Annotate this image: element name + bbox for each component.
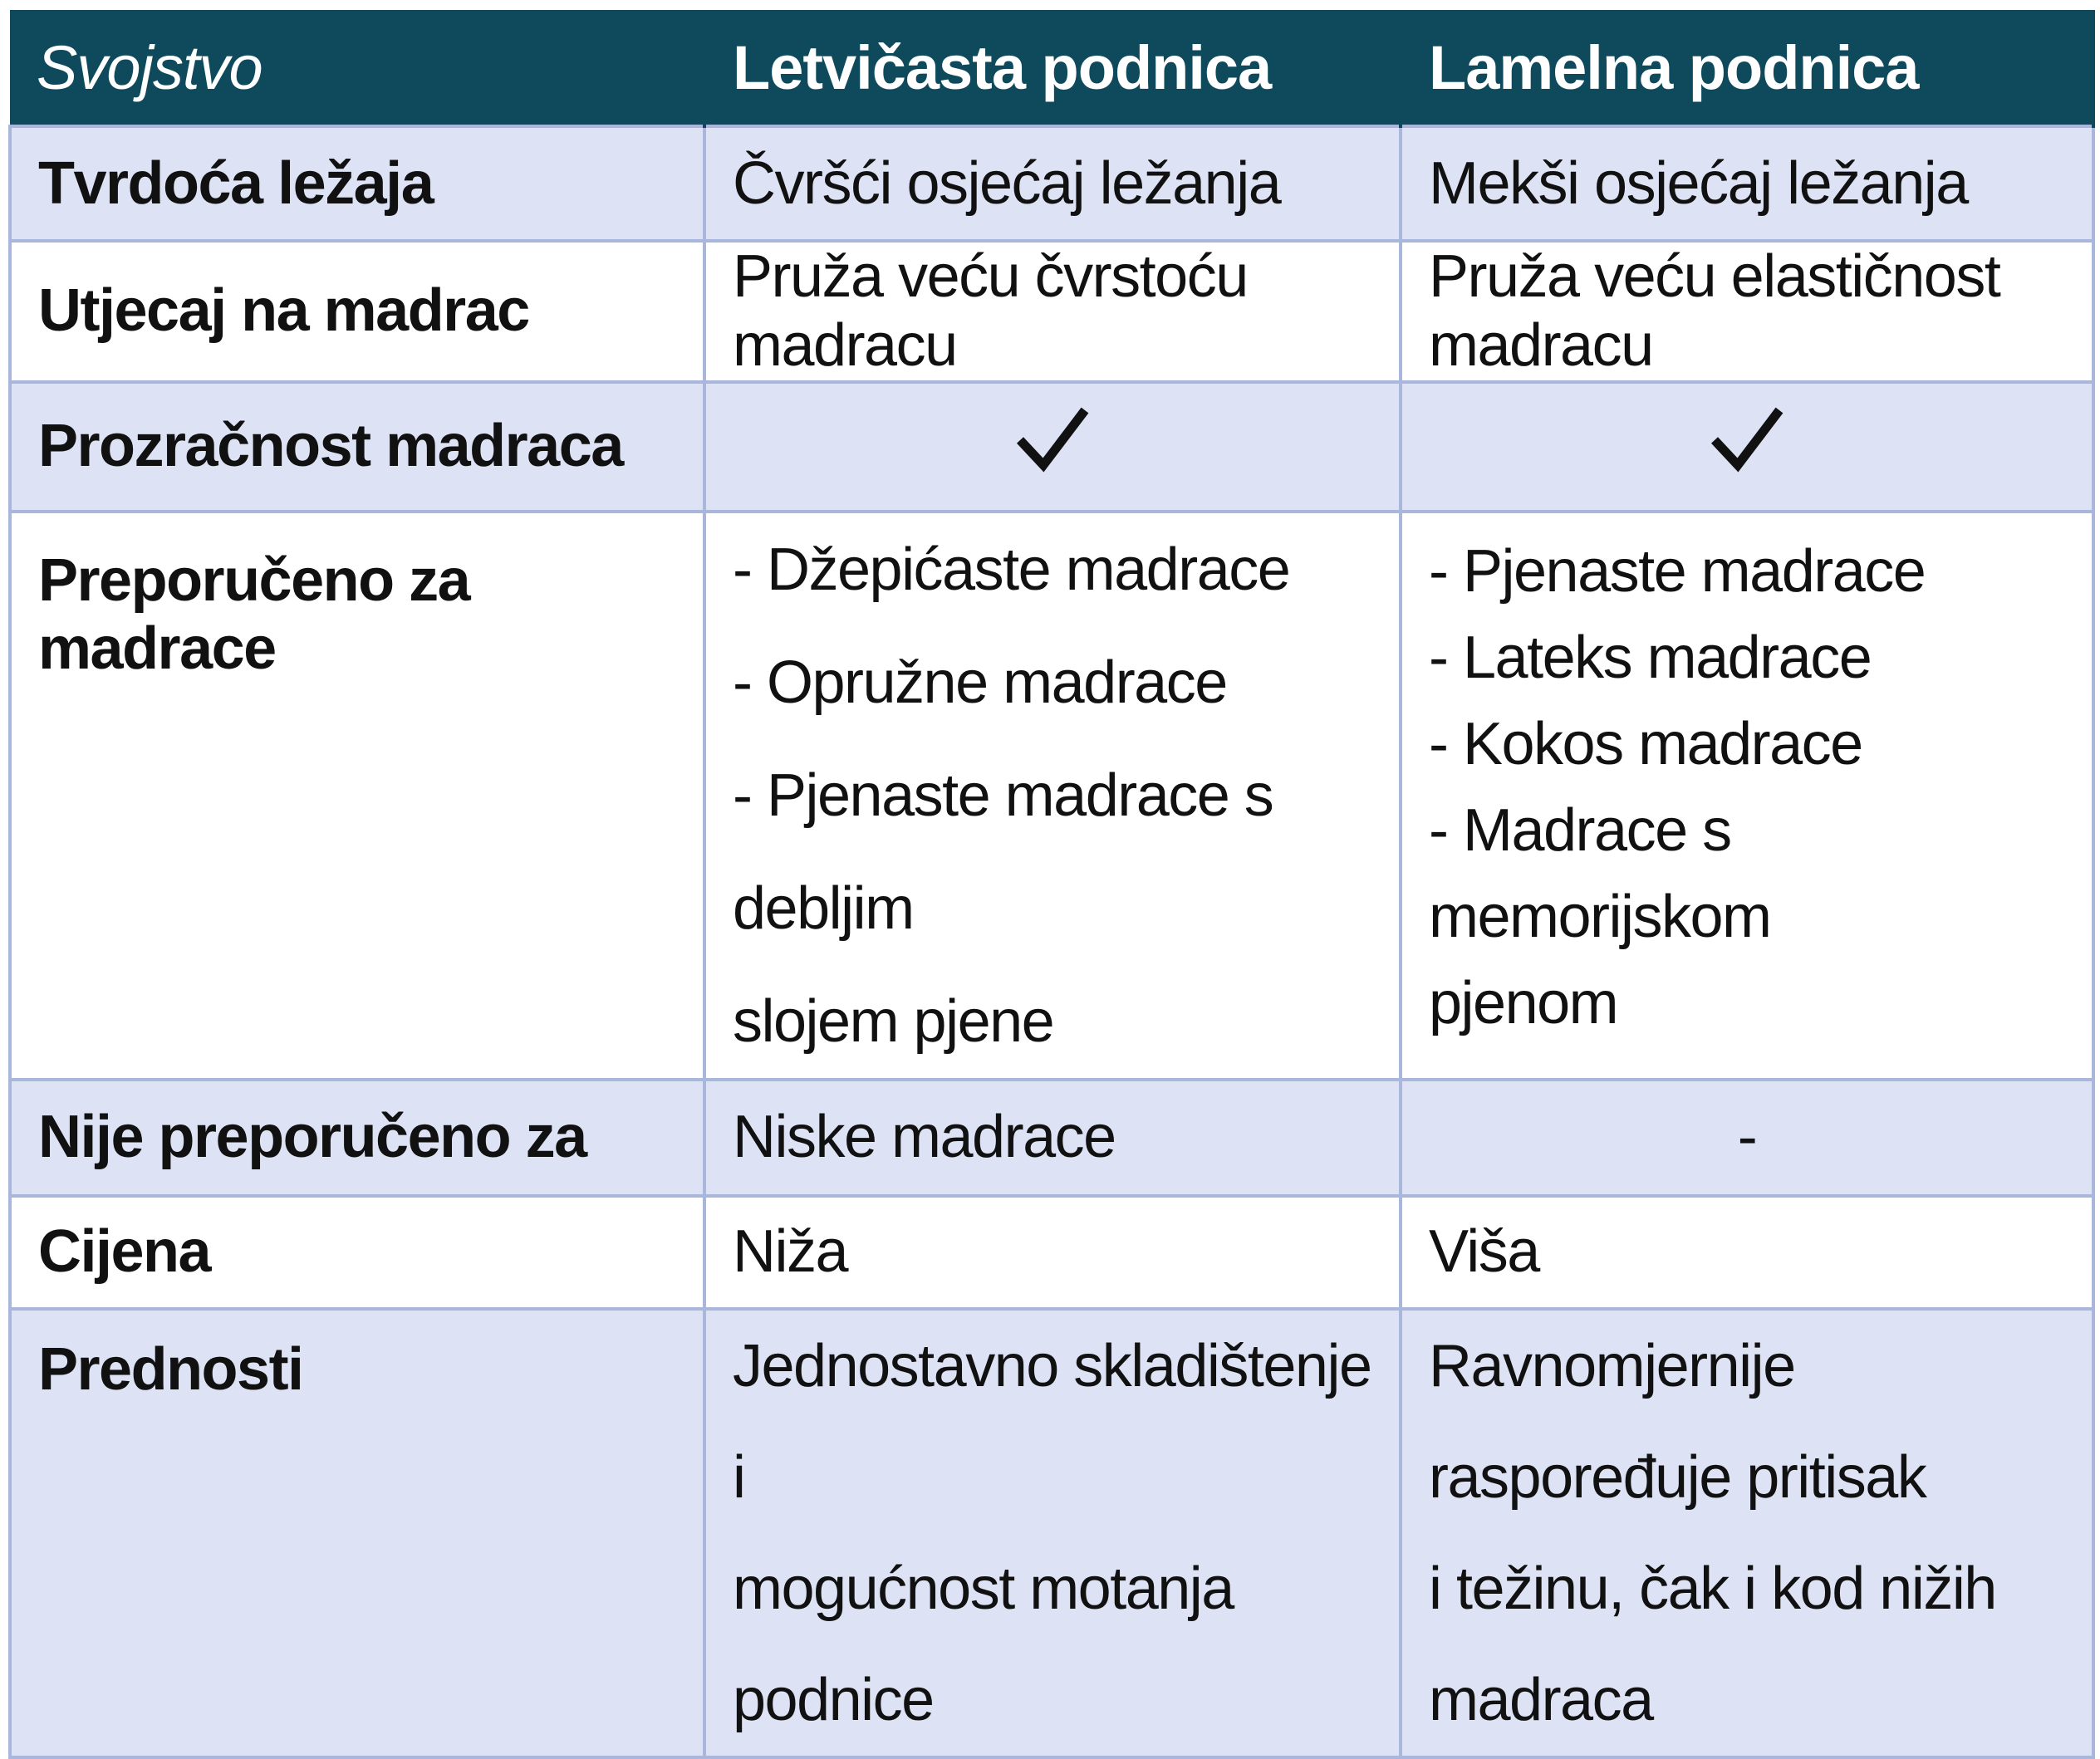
cell-lamelna: Mekši osjećaj ležanja: [1401, 126, 2093, 241]
cell-letvicasta: Niža: [704, 1196, 1401, 1309]
cell-lamelna: [1401, 512, 2093, 1080]
row-label: Tvrdoća ležaja: [10, 126, 704, 241]
list-item: - Pjenaste madrace s debljim: [733, 762, 1273, 942]
cell-letvicasta: [704, 1309, 1401, 1757]
list-item: - Opružne madrace: [733, 649, 1227, 716]
list-item: - Pjenaste madrace: [1429, 537, 1926, 605]
header-letvicasta: Letvičasta podnica: [704, 10, 1401, 126]
checkmark-icon: [1710, 402, 1784, 477]
comparison-table: [8, 10, 2095, 1759]
table-row-hardness: [10, 126, 2093, 241]
cell-lamelna: Pruža veću elastičnost madracu: [1401, 241, 2093, 382]
cell-letvicasta: [704, 512, 1401, 1080]
row-label: Prozračnost madraca: [10, 382, 704, 512]
cell-lamelna: Viša: [1401, 1196, 2093, 1309]
row-label: Nije preporučeno za: [10, 1080, 704, 1196]
table-row-recommended: [10, 512, 2093, 1080]
list-item: - Kokos madrace: [1429, 710, 1862, 777]
header-property: Svojstvo: [10, 10, 704, 126]
header-row: [10, 10, 2093, 126]
cell-lamelna: [1401, 382, 2093, 512]
list-item: slojem pjene: [733, 987, 1054, 1055]
text-line: i težinu, čak i kod nižih madraca: [1429, 1555, 1996, 1733]
text-line: mogućnost motanja podnice: [733, 1555, 1234, 1733]
header-lamelna: Lamelna podnica: [1401, 10, 2093, 126]
list-item: pjenom: [1429, 969, 1618, 1036]
list-item: - Džepićaste madrace: [733, 536, 1290, 603]
checkmark-icon: [1015, 402, 1090, 477]
table-row-impact: [10, 241, 2093, 382]
row-label: Preporučeno za madrace: [10, 512, 704, 1080]
list-item: - Lateks madrace: [1429, 624, 1872, 691]
cell-letvicasta: [704, 382, 1401, 512]
table-row-not-recommended: [10, 1080, 2093, 1196]
row-label: Cijena: [10, 1196, 704, 1309]
cell-letvicasta: Pruža veću čvrstoću madracu: [704, 241, 1401, 382]
table-row-advantages: [10, 1309, 2093, 1757]
list-item: - Madrace s memorijskom: [1429, 796, 1771, 950]
row-label: Prednosti: [10, 1309, 704, 1757]
cell-lamelna: [1401, 1309, 2093, 1757]
cell-lamelna: -: [1401, 1080, 2093, 1196]
table-row-breathability: [10, 382, 2093, 512]
row-label: Utjecaj na madrac: [10, 241, 704, 382]
table-row-price: [10, 1196, 2093, 1309]
text-line: Jednostavno skladištenje i: [733, 1332, 1371, 1511]
text-line: Ravnomjernije raspoređuje pritisak: [1429, 1332, 1926, 1511]
cell-letvicasta: Čvršći osjećaj ležanja: [704, 126, 1401, 241]
cell-letvicasta: Niske madrace: [704, 1080, 1401, 1196]
